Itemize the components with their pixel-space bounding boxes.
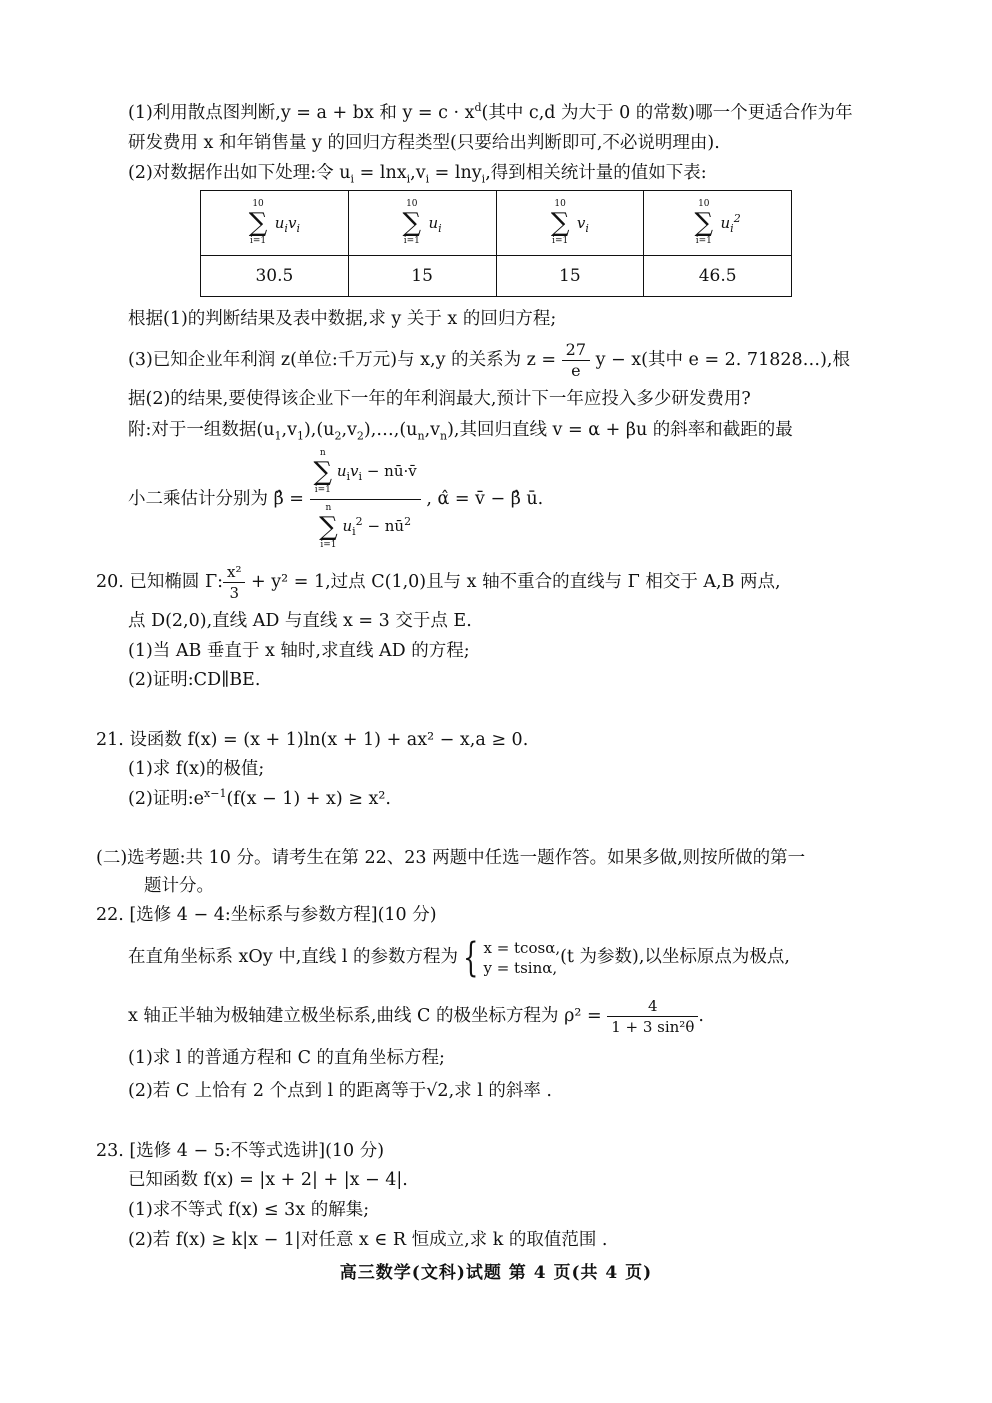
- q20-line1: 20. 已知椭圆 Γ: $\frac{\text{x²}}{3}$ + y² = 1,过点 C(1,0)且与 x 轴不重合的直线与 Γ 相交于 A,B 两点,: [96, 563, 781, 602]
- q21-line3: (2)证明$:e^{x-1}(f(x - 1) + x) \ge x^2$.: [128, 787, 391, 809]
- q20-line3: (1)当 AB 垂直于 x 轴时,求直线 AD 的方程;: [128, 641, 470, 661]
- q19-part3-line1: (3)已知企业年利润 z(单位:千万元)与 x,y 的关系为 z = $\frac{27}{e}$ y − x(其中 e = 2. 71828…),根: [128, 340, 850, 380]
- q19-appendix-line1: 附:对于一组数据$(u_1,v_1),(u_2,v_2),\dots,(u_n,v_n)$,其回归直线 v = α + βu 的斜率和截距的最: [128, 420, 793, 443]
- fraction-polar: $\frac{4}{\text{1 + 3 sin²θ}}$: [607, 996, 698, 1037]
- q19-appendix-line2: 小二乘估计分别为 β̂ = n ∑ i=1 $u_iv_i$ − nū·v̄ n ∑ i=1 $u_i^2$ − $nū^2$ , α̂ = v̄ − β̂ ū.: [128, 448, 544, 550]
- table-cell: 46.5: [644, 256, 792, 297]
- table-header-cell: 10 ∑ i=1 $u_iv_i$: [201, 191, 349, 256]
- q21-line2: (1)求 f(x)的极值;: [128, 759, 265, 779]
- fraction-x2-over-3: $\frac{\text{x²}}{3}$: [223, 562, 245, 603]
- left-brace: {: [463, 934, 479, 981]
- q23-line1: 23. [选修 4 − 5:不等式选讲](10 分): [96, 1141, 385, 1161]
- table-cell: 30.5: [201, 256, 349, 297]
- q23-line2: 已知函数 f(x) = |x + 2| + |x − 4|.: [128, 1170, 408, 1190]
- q22-line1: 22. [选修 4 − 4:坐标系与参数方程](10 分): [96, 905, 437, 925]
- q19-part3-line2: 据(2)的结果,要使得该企业下一年的年利润最大,预计下一年应投入多少研发费用?: [128, 389, 751, 409]
- table-header-cell: 10 ∑ i=1 $v_i$: [496, 191, 644, 256]
- statistics-table: [200, 190, 792, 297]
- q22-line2: 在直角坐标系 xOy 中,直线 l 的参数方程为 { x = tcosα, y = tsinα, (t 为参数),以坐标原点为极点,: [128, 934, 790, 981]
- q19-after-table: 根据(1)的判断结果及表中数据,求 y 关于 x 的回归方程;: [128, 309, 557, 329]
- part2-line2: 题计分。: [144, 876, 214, 896]
- q22-line3: x 轴正半轴为极轴建立极坐标系,曲线 C 的极坐标方程为 ρ² = $\frac{4}{\text{1 + 3 sin²θ}}$ .: [128, 997, 704, 1036]
- part2-line1: (二)选考题:共 10 分。请考生在第 22、23 两题中任选一题作答。如果多做,则按所做的第一: [96, 848, 806, 868]
- parametric-system: x = tcosα, y = tsinα,: [483, 938, 561, 977]
- q19-part1-line2: 研发费用 x 和年销售量 y 的回归方程类型(只要给出判断即可,不必说明理由).: [128, 133, 720, 153]
- table-header-cell: 10 ∑ i=1 $u_i^2$: [644, 191, 792, 256]
- page-footer: 高三数学(文科)试题 第 4 页(共 4 页): [339, 1263, 653, 1283]
- table-header-cell: 10 ∑ i=1 $u_i$: [348, 191, 496, 256]
- beta-hat-symbol: β̂: [273, 489, 284, 509]
- q22-line5: (2)若 C 上恰有 2 个点到 l 的距离等于√2,求 l 的斜率 .: [128, 1081, 552, 1101]
- least-squares-fraction: n ∑ i=1 $u_iv_i$ − nū·v̄ n ∑ i=1 $u_i^2$ − $nū^2$: [310, 448, 421, 551]
- q19-part2-line: (2)对数据作出如下处理:令 $u_i = \ln x_i,v_i = \ln y_i$,得到相关统计量的值如下表:: [128, 163, 707, 186]
- q23-line3: (1)求不等式 f(x) ≤ 3x 的解集;: [128, 1200, 370, 1220]
- q22-line4: (1)求 l 的普通方程和 C 的直角坐标方程;: [128, 1048, 445, 1068]
- q23-line4: (2)若 f(x) ≥ k|x − 1|对任意 x ∈ R 恒成立,求 k 的取值范围 .: [128, 1230, 608, 1250]
- q20-line2: 点 D(2,0),直线 AD 与直线 x = 3 交于点 E.: [128, 611, 472, 631]
- q20-line4: (2)证明:CD∥BE.: [128, 670, 261, 690]
- q21-line1: 21. 设函数 f(x) = (x + 1)ln(x + 1) + ax² − x,a ≥ 0.: [96, 730, 529, 750]
- fraction-27-over-e: $\frac{27}{e}$: [562, 340, 590, 381]
- table-cell: 15: [348, 256, 496, 297]
- table-cell: 15: [496, 256, 644, 297]
- q19-part1-line1: (1)利用散点图判断,y = a + bx 和 $y = c \cdot x^d$(其中 c,d 为大于 0 的常数)哪一个更适合作为年: [128, 101, 853, 123]
